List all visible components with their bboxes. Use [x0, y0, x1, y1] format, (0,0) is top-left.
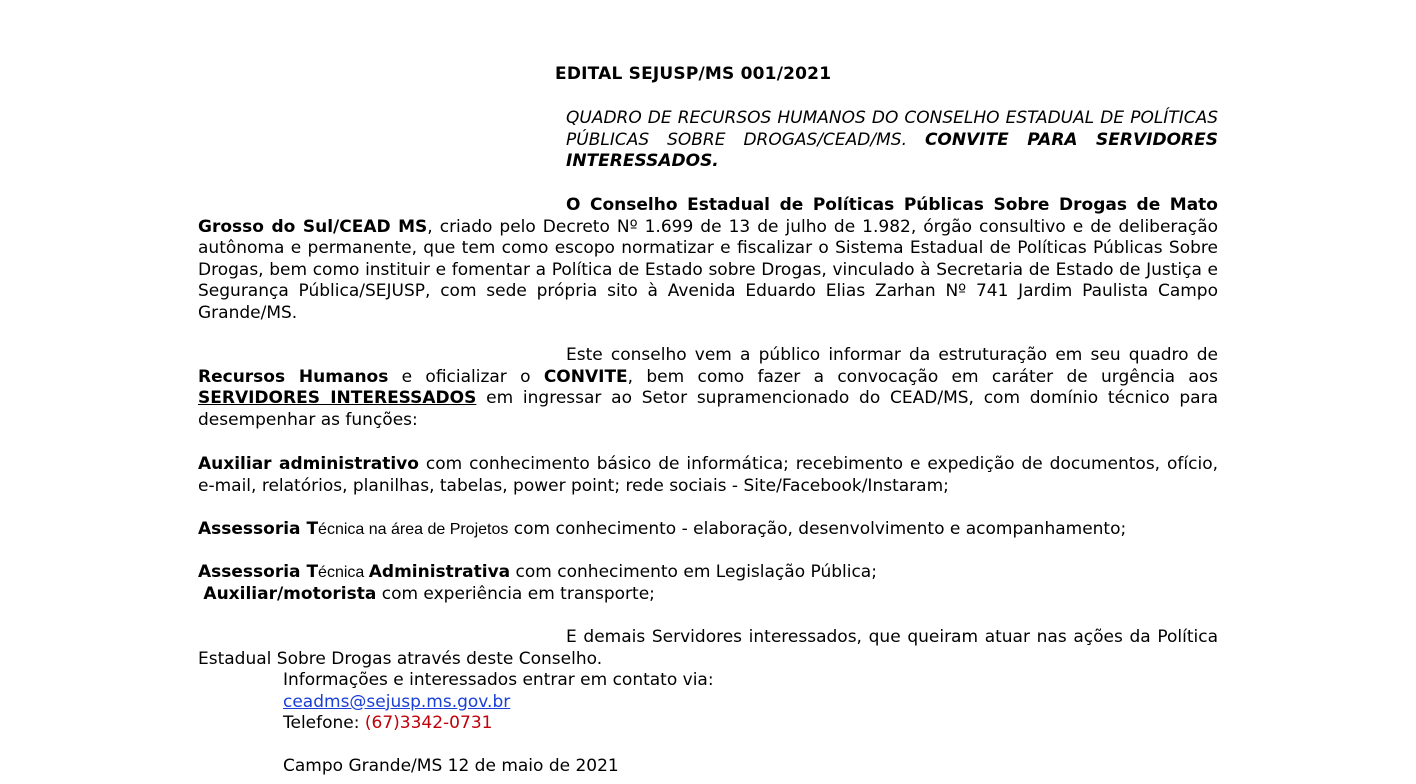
role-auxiliar-motorista: [198, 584, 1218, 606]
role-title-rest: écnica: [318, 564, 369, 581]
contact-block: [283, 670, 983, 778]
role-auxiliar-administrativo: [198, 454, 1218, 497]
convite-text-a: Este conselho vem a público informar da estruturação em seu quadro de: [566, 345, 1218, 365]
convite-text-d: , bem como fazer a convocação em caráter de urgência aos: [627, 366, 1218, 387]
page-title: EDITAL SEJUSP/MS 001/2021: [555, 64, 832, 84]
role-description: com experiência em transporte;: [376, 584, 655, 604]
phone-number: (67)3342-0731: [364, 713, 493, 734]
role-title: Auxiliar administrativo: [198, 454, 419, 474]
ementa-text: QUADRO DE RECURSOS HUMANOS DO CONSELHO ESTADUAL DE POLÍTICAS PÚBLICAS SOBRE DROGAS/CEAD/MS.: [566, 108, 1218, 150]
email-link[interactable]: ceadms@sejusp.ms.gov.br: [283, 691, 511, 712]
role-title: Assessoria T: [198, 519, 319, 539]
convite-bold-convite: CONVITE: [543, 366, 628, 387]
paragraph-convite: [198, 345, 1218, 431]
role-description: com conhecimento em Legislação Pública;: [510, 562, 877, 582]
convite-underlined: SERVIDORES INTERESSADOS: [198, 388, 477, 409]
role-title-rest: écnica na área de Projetos: [318, 521, 509, 538]
contact-intro: Informações e interessados entrar em contato via:: [283, 670, 714, 690]
demais-text: E demais Servidores interessados, que queiram atuar nas ações da Política Estadual Sobre Drogas através deste Conselho.: [198, 627, 1218, 669]
paragraph-demais: [198, 627, 1218, 670]
phone-line: [283, 713, 983, 735]
paragraph-intro: [198, 195, 1218, 325]
intro-text: , criado pelo Decreto Nº 1.699 de 13 de julho de 1.982, órgão consultivo e de deliberação autônoma e permanente, que tem como escopo normatizar e fiscalizar o Sistema Estadual de Políticas Públicas Sobre Drogas, bem como instituir e fomentar a Política de Estado sobre Drogas, vinculado à Secretaria de Estado de Justiça e Segurança Pública/SEJUSP, com sede própria sito à Avenida Eduardo Elias Zarhan Nº 741 Jardim Paulista Campo Grande/MS.: [198, 216, 1219, 323]
council-name: O Conselho Estadual de Políticas Públicas Sobre Drogas de Mato Grosso do Sul/CEAD MS: [198, 195, 1218, 237]
role-assessoria-administrativa: [198, 562, 1218, 584]
convite-text-e: em ingressar ao Setor supramencionado do CEAD/MS, com domínio técnico para desempenhar as funções:: [198, 388, 1218, 430]
convite-text-c: e oficializar o: [388, 366, 544, 387]
date-line: Campo Grande/MS 12 de maio de 2021: [283, 756, 619, 777]
role-description: com conhecimento - elaboração, desenvolvimento e acompanhamento;: [508, 519, 1127, 539]
spacer: [283, 735, 983, 757]
role-description: com conhecimento básico de informática; recebimento e expedição de documentos, ofício, e-mail, relatórios, planilhas, tabelas, power point; rede sociais - Site/Facebook/Instaram;: [198, 454, 1219, 496]
ementa-bold: CONVITE PARA SERVIDORES INTERESSADOS.: [566, 129, 1218, 172]
role-title-bold2: Administrativa: [368, 562, 511, 582]
role-title: Auxiliar/motorista: [203, 584, 377, 604]
ementa: [566, 108, 1218, 173]
convite-bold-rh: Recursos Humanos: [198, 366, 389, 387]
phone-label: Telefone:: [283, 713, 365, 734]
role-title: Assessoria T: [198, 562, 319, 582]
role-assessoria-projetos: [198, 519, 1218, 541]
